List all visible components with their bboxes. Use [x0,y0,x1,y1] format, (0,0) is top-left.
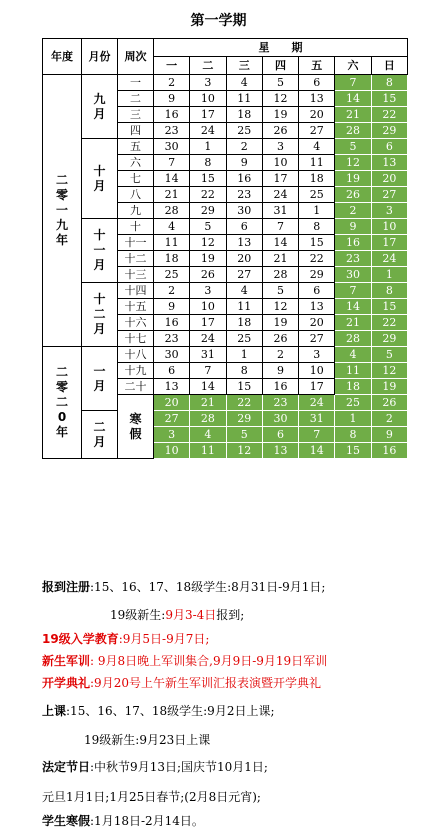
note-label: 报到注册 [42,580,91,594]
day-cell: 2 [226,139,262,155]
day-cell: 31 [262,203,298,219]
day-cell: 1 [299,203,335,219]
day-cell: 2 [262,347,298,363]
day-cell: 12 [371,363,407,379]
day-cell: 24 [371,251,407,267]
day-cell: 4 [335,347,371,363]
day-cell: 8 [335,427,371,443]
note-text: 元旦1月1日;1月25日春节;(2月8日元宵); [42,790,261,804]
week-number: 六 [118,155,154,171]
day-cell: 10 [190,91,226,107]
day-cell: 29 [299,267,335,283]
week-number: 十 [118,219,154,235]
day-cell: 13 [299,91,335,107]
day-cell: 15 [226,379,262,395]
day-cell: 26 [371,395,407,411]
week-header: 周次 [118,39,154,75]
day-cell: 7 [299,427,335,443]
week-row [43,411,408,427]
day-cell: 2 [154,75,190,91]
day-cell: 4 [226,283,262,299]
day-cell: 1 [371,267,407,283]
day-cell: 27 [299,123,335,139]
day-cell: 10 [154,443,190,459]
day-cell: 14 [154,171,190,187]
month-label: 十月 [82,139,118,219]
day-cell: 10 [190,299,226,315]
day-cell: 3 [299,347,335,363]
week-number: 十二 [118,251,154,267]
day-cell: 3 [190,283,226,299]
year-header: 年度 [43,39,82,75]
day-cell: 7 [154,155,190,171]
week-number: 二十 [118,379,154,395]
day-header: 二 [190,57,226,75]
day-cell: 1 [226,347,262,363]
day-cell: 28 [262,267,298,283]
note-highlight: 9月3-4日 [165,608,217,622]
day-cell: 26 [262,123,298,139]
day-cell: 8 [226,363,262,379]
note-text: :15、16、17、18级学生:8月31日-9月1日; [90,580,326,594]
month-header: 月份 [82,39,118,75]
day-cell: 2 [335,203,371,219]
day-cell: 15 [335,443,371,459]
day-cell: 14 [262,235,298,251]
day-cell: 12 [262,299,298,315]
day-cell: 13 [154,379,190,395]
note-label: 上课 [42,704,67,718]
week-number: 八 [118,187,154,203]
day-cell: 6 [262,427,298,443]
note-text: :9月20号上午新生军训汇报表演暨开学典礼 [90,676,321,690]
day-cell: 6 [371,139,407,155]
day-cell: 14 [335,299,371,315]
day-cell: 11 [226,91,262,107]
day-cell: 7 [262,219,298,235]
day-cell: 25 [299,187,335,203]
day-cell: 17 [299,379,335,395]
week-row [43,347,408,363]
day-cell: 12 [190,235,226,251]
day-cell: 20 [226,251,262,267]
day-cell: 11 [299,155,335,171]
day-cell: 8 [371,75,407,91]
day-cell: 27 [226,267,262,283]
note-label: 新生军训 [42,654,91,668]
day-cell: 31 [190,347,226,363]
note-label: 学生寒假 [42,814,91,828]
day-cell: 23 [262,395,298,411]
day-cell: 16 [226,171,262,187]
note-text: 19级新生:9月23日上课 [84,733,211,747]
day-cell: 11 [335,363,371,379]
week-number: 一 [118,75,154,91]
day-cell: 27 [299,331,335,347]
day-cell: 25 [335,395,371,411]
day-cell: 14 [190,379,226,395]
note-line [110,606,244,623]
day-cell: 5 [335,139,371,155]
day-cell: 26 [190,267,226,283]
note-text: :15、16、17、18级学生:9月2日上课; [66,704,275,718]
day-cell: 9 [262,363,298,379]
day-cell: 22 [190,187,226,203]
week-number: 九 [118,203,154,219]
day-cell: 7 [190,363,226,379]
note-text: :9月5日-9月7日; [118,632,210,646]
year-label: 二零二0年 [43,347,82,459]
day-cell: 6 [299,75,335,91]
day-cell: 23 [226,187,262,203]
day-cell: 2 [154,283,190,299]
day-cell: 16 [262,379,298,395]
day-cell: 10 [262,155,298,171]
day-cell: 19 [335,171,371,187]
day-cell: 13 [226,235,262,251]
year-label: 二零一九年 [43,75,82,347]
note-line [42,674,321,691]
day-cell: 29 [371,123,407,139]
day-cell: 14 [335,91,371,107]
day-cell: 6 [154,363,190,379]
week-number: 七 [118,171,154,187]
day-cell: 15 [190,171,226,187]
day-cell: 18 [335,379,371,395]
day-cell: 1 [335,411,371,427]
note-tail: 报到; [216,608,245,622]
day-cell: 6 [299,283,335,299]
day-cell: 20 [299,107,335,123]
day-cell: 26 [262,331,298,347]
day-header: 五 [299,57,335,75]
day-cell: 1 [190,139,226,155]
weekday-header: 星 期 [154,39,408,57]
week-number: 十五 [118,299,154,315]
week-number: 五 [118,139,154,155]
note-label: 法定节日 [42,760,91,774]
day-cell: 3 [262,139,298,155]
day-cell: 17 [371,235,407,251]
month-label: 十二月 [82,283,118,347]
day-cell: 30 [154,347,190,363]
week-number: 三 [118,107,154,123]
calendar-table [42,38,408,459]
day-cell: 12 [226,443,262,459]
day-cell: 9 [335,219,371,235]
week-number: 十八 [118,347,154,363]
day-cell: 17 [190,315,226,331]
day-cell: 23 [154,331,190,347]
week-number: 十四 [118,283,154,299]
day-cell: 22 [371,315,407,331]
day-cell: 22 [371,107,407,123]
day-cell: 17 [262,171,298,187]
day-cell: 29 [190,203,226,219]
note-line [42,630,209,647]
day-cell: 26 [335,187,371,203]
day-cell: 8 [190,155,226,171]
day-cell: 3 [371,203,407,219]
day-cell: 27 [371,187,407,203]
day-cell: 28 [335,331,371,347]
day-cell: 16 [154,107,190,123]
month-label: 一月 [82,347,118,411]
day-header: 六 [335,57,371,75]
day-cell: 19 [190,251,226,267]
day-cell: 15 [299,235,335,251]
day-cell: 5 [262,283,298,299]
day-cell: 20 [154,395,190,411]
day-cell: 30 [335,267,371,283]
day-cell: 24 [299,395,335,411]
week-number: 十九 [118,363,154,379]
day-cell: 5 [262,75,298,91]
week-row [43,75,408,91]
day-cell: 6 [226,219,262,235]
day-cell: 4 [226,75,262,91]
note-line [42,812,204,829]
day-cell: 10 [371,219,407,235]
day-cell: 11 [226,299,262,315]
day-cell: 25 [226,123,262,139]
day-cell: 28 [154,203,190,219]
week-row [43,283,408,299]
day-cell: 10 [299,363,335,379]
day-cell: 20 [371,171,407,187]
week-row [43,139,408,155]
note-text: :1月18日-2月14日。 [90,814,204,828]
day-cell: 30 [154,139,190,155]
day-cell: 31 [299,411,335,427]
day-cell: 9 [154,299,190,315]
note-line [42,758,268,775]
month-label: 二月 [82,411,118,459]
day-cell: 17 [190,107,226,123]
note-label: 开学典礼 [42,676,91,690]
day-cell: 4 [154,219,190,235]
day-cell: 30 [262,411,298,427]
day-cell: 11 [154,235,190,251]
day-cell: 16 [335,235,371,251]
day-cell: 5 [226,427,262,443]
week-number: 四 [118,123,154,139]
day-cell: 21 [335,107,371,123]
day-cell: 25 [226,331,262,347]
day-header: 一 [154,57,190,75]
day-cell: 19 [262,315,298,331]
day-cell: 13 [371,155,407,171]
day-cell: 21 [262,251,298,267]
day-cell: 9 [371,427,407,443]
day-cell: 18 [226,107,262,123]
day-cell: 9 [154,91,190,107]
day-cell: 8 [299,219,335,235]
day-cell: 25 [154,267,190,283]
note-text: 19级新生: [110,608,166,622]
week-row [43,219,408,235]
day-cell: 13 [262,443,298,459]
day-cell: 4 [190,427,226,443]
day-cell: 21 [335,315,371,331]
day-cell: 15 [371,91,407,107]
day-cell: 2 [371,411,407,427]
page-title: 第一学期 [190,13,247,29]
week-number: 十三 [118,267,154,283]
day-cell: 24 [190,331,226,347]
week-number: 十六 [118,315,154,331]
day-cell: 18 [226,315,262,331]
day-cell: 28 [335,123,371,139]
day-cell: 23 [154,123,190,139]
day-cell: 7 [335,75,371,91]
note-text: : 9月8日晚上军训集合,9月9日-9月19日军训 [90,654,328,668]
day-cell: 21 [190,395,226,411]
day-cell: 30 [226,203,262,219]
day-cell: 3 [190,75,226,91]
day-cell: 12 [262,91,298,107]
day-header: 三 [226,57,262,75]
day-cell: 23 [335,251,371,267]
day-cell: 29 [371,331,407,347]
day-cell: 22 [299,251,335,267]
day-cell: 4 [299,139,335,155]
day-cell: 18 [299,171,335,187]
day-cell: 20 [299,315,335,331]
day-cell: 14 [299,443,335,459]
day-cell: 9 [226,155,262,171]
week-number: 十七 [118,331,154,347]
note-line [42,788,261,805]
day-cell: 28 [190,411,226,427]
note-line [84,731,210,748]
day-cell: 18 [154,251,190,267]
note-line [42,652,327,669]
day-cell: 12 [335,155,371,171]
winter-break-label: 寒假 [118,395,154,459]
day-cell: 29 [226,411,262,427]
day-cell: 27 [154,411,190,427]
day-cell: 24 [262,187,298,203]
day-cell: 7 [335,283,371,299]
note-line [42,702,275,719]
note-line [42,578,325,595]
note-text: :中秋节9月13日;国庆节10月1日; [90,760,268,774]
week-number: 二 [118,91,154,107]
day-cell: 16 [154,315,190,331]
week-number: 十一 [118,235,154,251]
day-header: 日 [371,57,407,75]
day-cell: 16 [371,443,407,459]
note-label: 19级入学教育 [42,632,119,646]
day-cell: 11 [190,443,226,459]
day-cell: 5 [371,347,407,363]
day-cell: 19 [371,379,407,395]
day-cell: 22 [226,395,262,411]
day-header: 四 [262,57,298,75]
day-cell: 21 [154,187,190,203]
day-cell: 24 [190,123,226,139]
day-cell: 5 [190,219,226,235]
day-cell: 19 [262,107,298,123]
day-cell: 15 [371,299,407,315]
day-cell: 13 [299,299,335,315]
day-cell: 3 [154,427,190,443]
month-label: 十一月 [82,219,118,283]
month-label: 九月 [82,75,118,139]
day-cell: 8 [371,283,407,299]
